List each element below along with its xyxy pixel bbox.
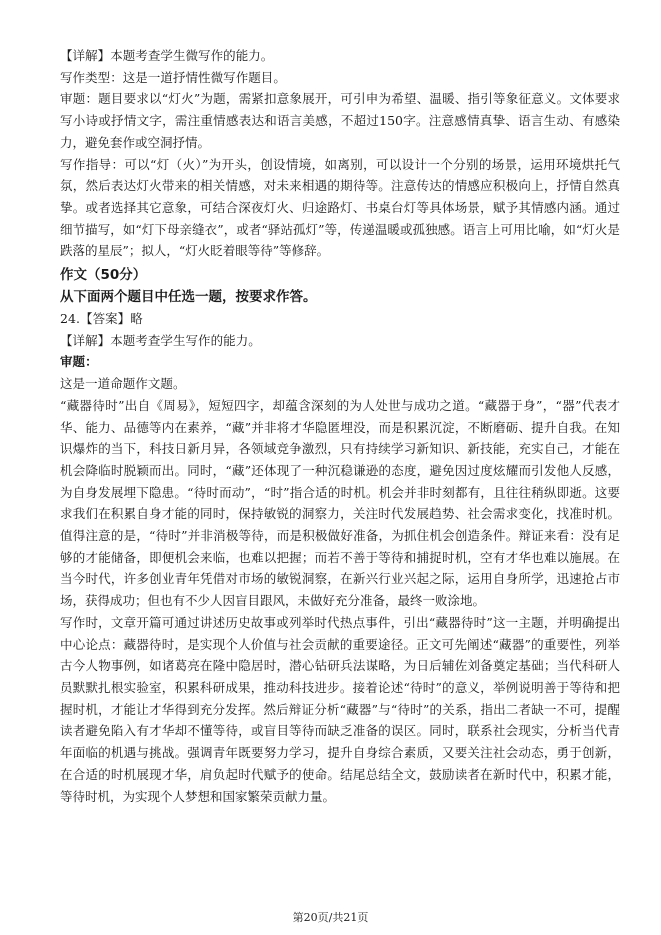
review-paragraph: 审题：题目要求以“灯火”为题，需紧扣意象展开，可引申为希望、温暖、指引等象征意义。文体要求写小诗或抒情文字，需注重情感表达和语言美感，不超过150字。注意感情真挚、语言生动、有感染力，避免套作或空洞抒情。 [60, 91, 620, 150]
detail-label: 【详解】本题考查学生微写作的能力。 [60, 48, 274, 63]
essay-detail-label: 【详解】本题考查学生写作的能力。 [60, 332, 261, 348]
essay-section-title: 作文（50分） [60, 267, 147, 284]
writing-type: 写作类型：这是一道抒情性微写作题目。 [60, 69, 286, 85]
review-heading: 审题： [60, 354, 98, 370]
answer-label: 24.【答案】略 [60, 311, 143, 327]
writing-guide-paragraph: 写作指导：可以“灯（火）”为开头，创设情境，如离别，可以设计一个分别的场景，运用环境烘托气氛，然后表达灯火带来的相关情感，对未来相遇的期待等。注意传达的情感应积极向上，抒情自然真挚。或者选择其它意象，可结合深夜灯火、归途路灯、书桌台灯等具体场景，赋予其情感内涵。通过细节描写，如“灯下母亲缝衣”，或者“驿站孤灯”等，传递温暖或孤独感。语言上可用比喻，如“灯火是跌落的星辰”；拟人，“灯火眨着眼等待”等修辞。 [60, 156, 620, 259]
essay-instruction: 从下面两个题目中任选一题，按要求作答。 [60, 289, 317, 306]
essay-analysis-paragraph: “藏器待时”出自《周易》，短短四字，却蕴含深刻的为人处世与成功之道。“藏器于身”，“器”代表才华、能力、品德等内在素养，“藏”并非将才华隐匿埋没，而是积累沉淀，不断磨砺、提升自我。在知识爆炸的当下，科技日新月异，各领域竞争激烈，只有持续学习新知识、新技能，充实自己，才能在机会降临时脱颖而出。同时，“藏”还体现了一种沉稳谦逊的态度，避免因过度炫耀而引发他人反感，为自身发展埋下隐患。“待时而动”，“时”指合适的时机。机会并非时刻都有，且往往稍纵即逝。这要求我们在积累自身才能的同时，保持敏锐的洞察力，关注时代发展趋势、社会需求变化，找准时机。值得注意的是，“待时”并非消极等待，而是积极做好准备，为抓住机会创造条件。辩证来看：没有足够的才能储备，即便机会来临，也难以把握；而若不善于等待和捕捉时机，空有才华也难以施展。在当今时代，许多创业青年凭借对市场的敏锐洞察，在新兴行业兴起之际，运用自身所学，迅速抢占市场，获得成功；但也有不少人因盲目跟风，未做好充分准备，最终一败涂地。 [60, 397, 620, 609]
essay-intro: 这是一道命题作文题。 [60, 376, 186, 392]
essay-writing-paragraph: 写作时，文章开篇可通过讲述历史故事或列举时代热点事件，引出“藏器待时”这一主题，并明确提出中心论点：藏器待时，是实现个人价值与社会贡献的重要途径。正文可先阐述“藏器”的重要性，列举古今人物事例，如诸葛亮在隆中隐居时，潜心钻研兵法谋略，为日后辅佐刘备奠定基础；当代科研人员默默扎根实验室，积累科研成果，推动科技进步。接着论述“待时”的意义，举例说明善于等待和把握时机，才能让才华得到充分发挥。然后辩证分析“藏器”与“待时”的关系，指出二者缺一不可，提醒读者避免陷入有才华却不懂等待，或盲目等待而缺乏准备的误区。同时，联系社会现实，分析当代青年面临的机遇与挑战。强调青年既要努力学习，提升自身综合素质，又要关注社会动态，勇于创新，在合适的时机展现才华，肩负起时代赋予的使命。结尾总结全文，鼓励读者在新时代中，积累才能，等待时机，为实现个人梦想和国家繁荣贡献力量。 [60, 614, 620, 804]
page-content [60, 45, 620, 807]
page-number: 第20页/共21页 [292, 911, 369, 924]
